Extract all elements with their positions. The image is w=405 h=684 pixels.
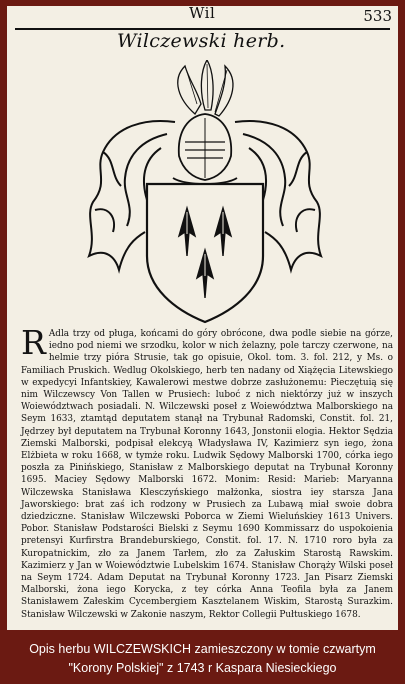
page-header <box>7 6 398 32</box>
image-caption <box>0 640 405 678</box>
ostrich-plumes <box>178 60 233 116</box>
page-number: 533 <box>363 7 392 25</box>
book-page-scan <box>7 6 398 630</box>
drop-cap-initial: R <box>21 323 46 362</box>
caption-line-2: "Korony Polskiej" z 1743 r Kaspara Niesieckiego <box>68 661 337 675</box>
coat-of-arms-engraving <box>75 60 335 326</box>
caption-line-1: Opis herbu WILCZEWSKICH zamieszczony w tomie czwartym <box>29 642 376 656</box>
entry-body <box>21 323 393 621</box>
entry-text: Adla trzy od pługa, końcami do góry obrócone, dwa podle siebie na górze, iedno pod niemi we srzodku, kolor w nich żelazny, pole tarczy czerwone, na helmie trzy pióra Strusie, tak go opisuie, Okol. tom. 3. fol. 212, y Ms. o Familiach Pruskich. Wedlug Okolskiego, herb ten nadany od Xiążęcia Litewskiego w expedycyi Infantskiey, Kawalerowi mestwe dobrze zasłużonemu: Pieczętuią się nim Wilczewscy Von Tallen w Prusiech: luboć z nich niektórzy już w inszych Woiewództwach posiadali. N. Wilczewski poseł z Woiewództwa Malborskiego na Seym 1633, ztamtąd deputatem stanął na Trybunał Radomski, Constit. fol. 21, Jędrzey był deputatem na Trybunał Koronny 1643, Jonstonii elogia. Hektor Sędzia Ziemski Malborski, podpisał elekcyą Władysława IV, Kazimierz syn iego, żona Elżbieta w roku 1668, w tymże roku. Ludwik Sędowy Malborski 1700, córka iego poszła za Pinińskiego, Stanisław z Malborskiego deputat na Trybunał Koronny 1695. Maciey Sędowy Malborski 1672. Monim: Resid: Marieb: Maryanna Wilczewska Stanisława Klesczyńskiego małżonka, siostra iey starsza Jana Jaworskiego: brat zaś ich rodzony w Prusiech za Lubawą miał swoie dobra dziedziczne. Stanisław Wilczewski Poborca w Ziemi Wieluńskiey 1613 Univers. Pobor. Stanisław Podstarości Bielski z Seymu 1690 Kommissarz do uspokoienia pretensyi Kurfirstra Brandeburskiego, Constit. fol. 17. N. 1710 roro była za Kuropatnickim, zło za Janem Tarłem, zło za Załuskim Starostą Rawskim. Kazimierz y Jan w Woiewództwie Lubelskim 1674. Stanisław Chorąży Wilski poseł na Seym 1724. Adam Deputat na Trybunał Koronny 1723. Jan Pisarz Ziemski Malborski, żona iego Korycka, z tey córka Anna Teofila była za Janem Stanisławem Załeskim Cycembergiem Kasztelanem Wiskim, Starostą Surazkim. Stanisław Wilczewski w Zakonie naszym, Rektor Collegii Pułtuskiego 1678. <box>21 329 393 620</box>
entry-title: Wilczewski herb. <box>117 30 286 52</box>
running-head: Wil <box>189 6 216 22</box>
entry-paragraph <box>21 323 393 621</box>
helmet <box>173 114 237 184</box>
